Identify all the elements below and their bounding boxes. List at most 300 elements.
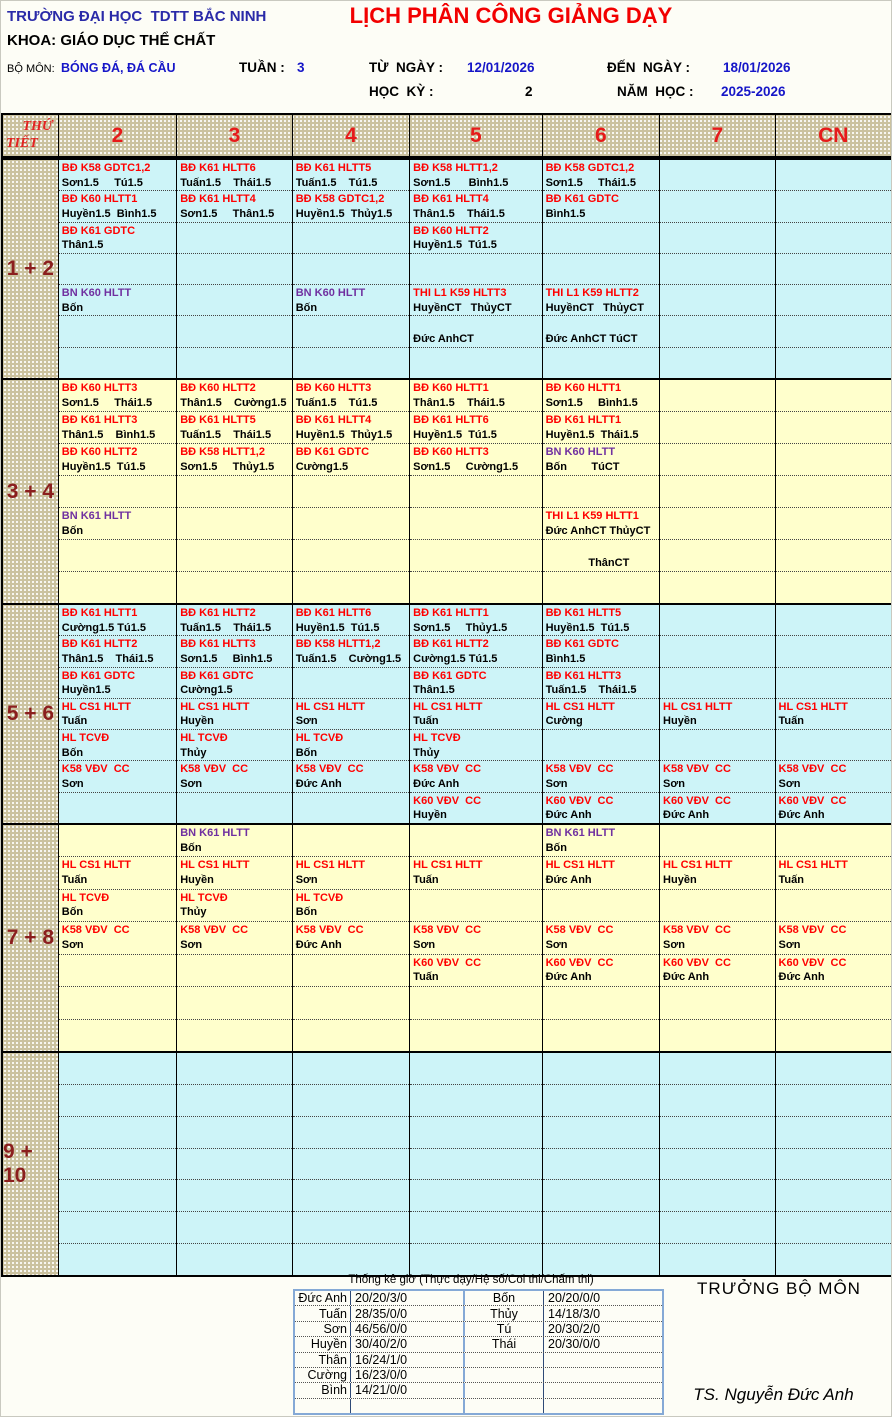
schedule-cell[interactable] xyxy=(776,572,891,603)
day-column-7 xyxy=(659,1053,774,1275)
schedule-cell[interactable] xyxy=(410,761,541,792)
schedule-cell[interactable] xyxy=(660,476,774,508)
schedule-cell[interactable] xyxy=(177,955,291,987)
teacher-names: Tuấn1.5 Thái1.5 xyxy=(180,428,272,441)
teacher-names: Tuấn xyxy=(778,715,804,728)
schedule-cell[interactable] xyxy=(543,223,659,254)
course-label: K58 VĐV CC xyxy=(413,763,482,776)
schedule-cell[interactable] xyxy=(410,316,541,347)
schedule-cell[interactable] xyxy=(410,1149,541,1181)
schedule-cell[interactable] xyxy=(776,761,891,792)
schedule-cell[interactable] xyxy=(293,636,409,667)
schedule-cell[interactable] xyxy=(59,730,176,761)
semester-label: HỌC KỲ : xyxy=(369,84,434,99)
schedule-cell[interactable] xyxy=(660,508,774,540)
schedule-cell[interactable] xyxy=(293,444,409,476)
schedule-cell[interactable] xyxy=(177,444,291,476)
schedule-cell[interactable] xyxy=(543,254,659,285)
schedule-cell[interactable] xyxy=(293,668,409,699)
schedule-cell[interactable] xyxy=(177,1020,291,1051)
schedule-cell[interactable] xyxy=(660,572,774,603)
schedule-cell[interactable] xyxy=(410,699,541,730)
schedule-cell[interactable] xyxy=(543,1244,659,1275)
schedule-cell[interactable] xyxy=(543,160,659,191)
schedule-cell[interactable] xyxy=(776,922,891,954)
schedule-cell[interactable] xyxy=(660,793,774,823)
course-label: HL CS1 HLTT xyxy=(545,859,615,872)
schedule-cell[interactable] xyxy=(543,572,659,603)
schedule-cell[interactable] xyxy=(660,254,774,285)
schedule-cell[interactable] xyxy=(59,1149,176,1181)
schedule-cell[interactable] xyxy=(293,1053,409,1085)
schedule-cell[interactable] xyxy=(59,254,176,285)
schedule-cell[interactable] xyxy=(59,955,176,987)
schedule-cell[interactable] xyxy=(59,1244,176,1275)
schedule-cell[interactable] xyxy=(293,1212,409,1244)
schedule-cell[interactable] xyxy=(293,508,409,540)
schedule-cell[interactable] xyxy=(410,1212,541,1244)
schedule-cell[interactable] xyxy=(59,223,176,254)
schedule-cell[interactable] xyxy=(177,223,291,254)
schedule-cell[interactable] xyxy=(293,761,409,792)
schedule-cell[interactable] xyxy=(543,699,659,730)
schedule-cell[interactable] xyxy=(660,987,774,1019)
schedule-cell[interactable] xyxy=(776,1212,891,1244)
schedule-cell[interactable] xyxy=(293,572,409,603)
schedule-cell[interactable] xyxy=(660,1020,774,1051)
schedule-cell[interactable] xyxy=(543,605,659,636)
schedule-cell[interactable] xyxy=(776,1244,891,1275)
course-label: K58 VĐV CC xyxy=(545,924,614,937)
schedule-cell[interactable] xyxy=(59,572,176,603)
schedule-cell[interactable] xyxy=(177,1244,291,1275)
schedule-cell[interactable] xyxy=(410,1244,541,1275)
teacher-names: Huyền1.5 Tú1.5 xyxy=(413,428,497,441)
schedule-cell[interactable] xyxy=(410,444,541,476)
schedule-cell[interactable] xyxy=(410,1020,541,1051)
schedule-cell[interactable] xyxy=(293,1244,409,1275)
schedule-cell[interactable] xyxy=(177,730,291,761)
schedule-cell[interactable] xyxy=(660,1212,774,1244)
schedule-cell[interactable] xyxy=(776,857,891,889)
schedule-cell[interactable] xyxy=(177,761,291,792)
teacher-names: Sơn1.5 Bình1.5 xyxy=(413,176,509,189)
course-label: HL CS1 HLTT xyxy=(413,700,483,713)
schedule-cell[interactable] xyxy=(776,412,891,444)
schedule-cell[interactable] xyxy=(543,1180,659,1212)
schedule-cell[interactable] xyxy=(660,1149,774,1181)
schedule-cell[interactable] xyxy=(293,476,409,508)
schedule-cell[interactable] xyxy=(660,223,774,254)
day-header-2[interactable]: 2 xyxy=(58,115,176,156)
schedule-cell[interactable] xyxy=(410,1180,541,1212)
schedule-cell[interactable] xyxy=(410,191,541,222)
schedule-cell[interactable] xyxy=(660,191,774,222)
day-header-cn[interactable]: CN xyxy=(775,115,891,156)
day-column-cn xyxy=(775,605,891,823)
schedule-cell[interactable] xyxy=(177,605,291,636)
schedule-cell[interactable] xyxy=(660,857,774,889)
schedule-cell[interactable] xyxy=(293,316,409,347)
schedule-cell[interactable] xyxy=(776,508,891,540)
schedule-cell[interactable] xyxy=(776,191,891,222)
schedule-cell[interactable] xyxy=(410,160,541,191)
course-label: BĐ K61 HLTT4 xyxy=(180,193,256,206)
schedule-cell[interactable] xyxy=(660,1085,774,1117)
school-year-value[interactable]: 2025-2026 xyxy=(721,84,786,99)
department-label: BỘ MÔN: xyxy=(7,63,55,75)
schedule-cell[interactable] xyxy=(177,316,291,347)
schedule-cell[interactable] xyxy=(776,1149,891,1181)
schedule-cell[interactable] xyxy=(293,540,409,572)
schedule-cell[interactable] xyxy=(177,987,291,1019)
schedule-cell[interactable] xyxy=(543,412,659,444)
stats-teacher-name xyxy=(465,1399,544,1413)
schedule-cell[interactable] xyxy=(410,254,541,285)
schedule-cell[interactable] xyxy=(177,890,291,922)
schedule-cell[interactable] xyxy=(293,1117,409,1149)
schedule-cell[interactable] xyxy=(543,955,659,987)
schedule-cell[interactable] xyxy=(177,572,291,603)
schedule-cell[interactable] xyxy=(177,793,291,823)
course-label: K60 VĐV CC xyxy=(545,794,614,807)
schedule-cell[interactable] xyxy=(660,825,774,857)
schedule-cell[interactable] xyxy=(543,890,659,922)
schedule-cell[interactable] xyxy=(59,412,176,444)
course-label: K60 VĐV CC xyxy=(663,956,731,969)
teacher-names: Đức Anh xyxy=(413,777,460,790)
schedule-cell[interactable] xyxy=(177,348,291,378)
schedule-cell[interactable] xyxy=(177,636,291,667)
schedule-cell[interactable] xyxy=(59,316,176,347)
schedule-cell[interactable] xyxy=(410,668,541,699)
schedule-cell[interactable] xyxy=(776,955,891,987)
schedule-cell[interactable] xyxy=(660,1244,774,1275)
schedule-cell[interactable] xyxy=(776,1180,891,1212)
course-label: BĐ K61 HLTT5 xyxy=(180,414,256,426)
schedule-cell[interactable] xyxy=(410,922,541,954)
schedule-cell[interactable] xyxy=(660,890,774,922)
schedule-cell[interactable] xyxy=(410,730,541,761)
schedule-cell[interactable] xyxy=(660,285,774,316)
schedule-cell[interactable] xyxy=(410,380,541,412)
schedule-cell[interactable] xyxy=(59,668,176,699)
schedule-cell[interactable] xyxy=(59,444,176,476)
schedule-cell[interactable] xyxy=(543,1020,659,1051)
schedule-cell[interactable] xyxy=(59,793,176,823)
schedule-cell[interactable] xyxy=(177,922,291,954)
schedule-cell[interactable] xyxy=(776,699,891,730)
schedule-cell[interactable] xyxy=(59,605,176,636)
schedule-cell[interactable] xyxy=(293,1180,409,1212)
schedule-cell[interactable] xyxy=(293,1085,409,1117)
schedule-cell[interactable] xyxy=(293,191,409,222)
schedule-cell[interactable] xyxy=(177,285,291,316)
schedule-cell[interactable] xyxy=(776,348,891,378)
schedule-cell[interactable] xyxy=(543,857,659,889)
schedule-cell[interactable] xyxy=(293,1149,409,1181)
schedule-cell[interactable] xyxy=(410,476,541,508)
day-header-6[interactable]: 6 xyxy=(542,115,659,156)
day-header-4[interactable]: 4 xyxy=(292,115,409,156)
schedule-cell[interactable] xyxy=(59,1085,176,1117)
schedule-cell[interactable] xyxy=(59,1053,176,1085)
teacher-names: Đức Anh xyxy=(545,971,592,984)
schedule-cell[interactable] xyxy=(543,348,659,378)
schedule-cell[interactable] xyxy=(293,380,409,412)
stats-teacher-name xyxy=(465,1383,544,1397)
teacher-names: Bình1.5 xyxy=(545,207,586,220)
schedule-cell[interactable] xyxy=(660,444,774,476)
schedule-cell[interactable] xyxy=(59,540,176,572)
day-column-2 xyxy=(58,380,176,603)
schedule-cell[interactable] xyxy=(177,508,291,540)
schedule-cell[interactable] xyxy=(177,412,291,444)
schedule-cell[interactable] xyxy=(660,1180,774,1212)
schedule-cell[interactable] xyxy=(293,730,409,761)
week-value[interactable]: 3 xyxy=(297,60,305,75)
schedule-cell[interactable] xyxy=(660,761,774,792)
schedule-cell[interactable] xyxy=(660,348,774,378)
schedule-cell[interactable] xyxy=(543,1149,659,1181)
course-label: K58 VĐV CC xyxy=(61,924,130,937)
schedule-cell[interactable] xyxy=(543,668,659,699)
schedule-cell[interactable] xyxy=(410,348,541,378)
schedule-cell[interactable] xyxy=(410,508,541,540)
schedule-cell[interactable] xyxy=(776,160,891,191)
schedule-cell[interactable] xyxy=(177,668,291,699)
stats-teacher-name: Huyền xyxy=(295,1337,351,1351)
schedule-cell[interactable] xyxy=(59,1180,176,1212)
schedule-cell[interactable] xyxy=(293,254,409,285)
to-date-value[interactable]: 18/01/2026 xyxy=(723,60,791,75)
schedule-cell[interactable] xyxy=(177,857,291,889)
day-column-7 xyxy=(659,380,774,603)
schedule-cell[interactable] xyxy=(660,316,774,347)
schedule-cell[interactable] xyxy=(543,987,659,1019)
schedule-cell[interactable] xyxy=(59,191,176,222)
schedule-cell[interactable] xyxy=(776,793,891,823)
schedule-cell[interactable] xyxy=(59,476,176,508)
schedule-cell[interactable] xyxy=(177,1180,291,1212)
schedule-cell[interactable] xyxy=(177,825,291,857)
course-label: HL CS1 HLTT xyxy=(295,700,365,713)
schedule-cell[interactable] xyxy=(59,1020,176,1051)
schedule-cell[interactable] xyxy=(59,987,176,1019)
schedule-cell[interactable] xyxy=(410,540,541,572)
schedule-cell[interactable] xyxy=(59,890,176,922)
schedule-cell[interactable] xyxy=(293,1020,409,1051)
schedule-cell[interactable] xyxy=(293,793,409,823)
schedule-cell[interactable] xyxy=(410,636,541,667)
schedule-cell[interactable] xyxy=(660,730,774,761)
schedule-cell[interactable] xyxy=(776,1053,891,1085)
schedule-cell[interactable] xyxy=(543,316,659,347)
schedule-cell[interactable] xyxy=(293,605,409,636)
schedule-cell[interactable] xyxy=(177,1149,291,1181)
schedule-cell[interactable] xyxy=(177,476,291,508)
schedule-cell[interactable] xyxy=(776,476,891,508)
schedule-cell[interactable] xyxy=(177,1117,291,1149)
schedule-cell[interactable] xyxy=(59,160,176,191)
schedule-cell[interactable] xyxy=(59,699,176,730)
stats-teacher-hours xyxy=(544,1368,662,1382)
schedule-cell[interactable] xyxy=(59,285,176,316)
schedule-cell[interactable] xyxy=(776,730,891,761)
schedule-cell[interactable] xyxy=(410,285,541,316)
schedule-cell[interactable] xyxy=(543,540,659,572)
schedule-cell[interactable] xyxy=(293,348,409,378)
teacher-names: Sơn xyxy=(778,777,801,790)
schedule-cell[interactable] xyxy=(410,1053,541,1085)
schedule-cell[interactable] xyxy=(410,412,541,444)
schedule-cell[interactable] xyxy=(293,223,409,254)
schedule-cell[interactable] xyxy=(543,380,659,412)
course-label: BĐ K61 HLTT4 xyxy=(295,414,372,426)
schedule-cell[interactable] xyxy=(59,1117,176,1149)
schedule-cell[interactable] xyxy=(776,223,891,254)
schedule-cell[interactable] xyxy=(543,636,659,667)
schedule-cell[interactable] xyxy=(177,1053,291,1085)
schedule-cell[interactable] xyxy=(59,348,176,378)
schedule-cell[interactable] xyxy=(776,825,891,857)
schedule-cell[interactable] xyxy=(543,922,659,954)
schedule-cell[interactable] xyxy=(660,160,774,191)
schedule-cell[interactable] xyxy=(660,955,774,987)
schedule-cell[interactable] xyxy=(410,857,541,889)
schedule-cell[interactable] xyxy=(410,605,541,636)
course-label: BĐ K60 HLTT2 xyxy=(180,382,256,394)
schedule-cell[interactable] xyxy=(543,761,659,792)
semester-value[interactable]: 2 xyxy=(525,84,533,99)
day-column-5 xyxy=(409,605,541,823)
schedule-cell[interactable] xyxy=(293,987,409,1019)
day-header-7[interactable]: 7 xyxy=(659,115,774,156)
schedule-cell[interactable] xyxy=(59,922,176,954)
schedule-cell[interactable] xyxy=(177,254,291,285)
schedule-cell[interactable] xyxy=(543,285,659,316)
teacher-names: Bốn xyxy=(61,746,84,759)
schedule-cell[interactable] xyxy=(776,890,891,922)
schedule-cell[interactable] xyxy=(59,825,176,857)
schedule-cell[interactable] xyxy=(293,285,409,316)
schedule-cell[interactable] xyxy=(410,825,541,857)
course-label: BN K61 HLTT xyxy=(61,510,132,522)
course-label: BĐ K60 HLTT3 xyxy=(413,446,489,458)
schedule-cell[interactable] xyxy=(410,1117,541,1149)
teacher-names: Bốn xyxy=(61,524,84,537)
schedule-cell[interactable] xyxy=(177,191,291,222)
schedule-cell[interactable] xyxy=(177,699,291,730)
schedule-cell[interactable] xyxy=(177,540,291,572)
course-label: BĐ K61 GDTC xyxy=(180,669,254,682)
schedule-cell[interactable] xyxy=(59,508,176,540)
schedule-cell[interactable] xyxy=(293,955,409,987)
schedule-cell[interactable] xyxy=(660,699,774,730)
schedule-cell[interactable] xyxy=(410,890,541,922)
schedule-cell[interactable] xyxy=(410,987,541,1019)
schedule-cell[interactable] xyxy=(410,955,541,987)
schedule-cell[interactable] xyxy=(776,668,891,699)
day-header-5[interactable]: 5 xyxy=(409,115,541,156)
schedule-cell[interactable] xyxy=(59,857,176,889)
schedule-cell[interactable] xyxy=(59,1212,176,1244)
schedule-cell[interactable] xyxy=(776,987,891,1019)
schedule-cell[interactable] xyxy=(177,160,291,191)
schedule-cell[interactable] xyxy=(59,636,176,667)
schedule-cell[interactable] xyxy=(660,412,774,444)
schedule-cell[interactable] xyxy=(660,605,774,636)
schedule-cell[interactable] xyxy=(543,793,659,823)
schedule-cell[interactable] xyxy=(543,825,659,857)
schedule-cell[interactable] xyxy=(543,508,659,540)
schedule-cell[interactable] xyxy=(293,890,409,922)
schedule-cell[interactable] xyxy=(776,1020,891,1051)
schedule-cell[interactable] xyxy=(776,380,891,412)
schedule-cell[interactable] xyxy=(293,412,409,444)
day-column-7 xyxy=(659,605,774,823)
schedule-cell[interactable] xyxy=(776,636,891,667)
schedule-cell[interactable] xyxy=(776,254,891,285)
course-label: HL TCVĐ xyxy=(180,732,228,745)
schedule-cell[interactable] xyxy=(293,922,409,954)
schedule-cell[interactable] xyxy=(543,1053,659,1085)
schedule-cell[interactable] xyxy=(776,444,891,476)
schedule-cell[interactable] xyxy=(776,285,891,316)
day-column-7 xyxy=(659,825,774,1051)
schedule-cell[interactable] xyxy=(660,636,774,667)
day-header-3[interactable]: 3 xyxy=(176,115,291,156)
schedule-cell[interactable] xyxy=(177,380,291,412)
schedule-cell[interactable] xyxy=(776,605,891,636)
schedule-cell[interactable] xyxy=(660,540,774,572)
schedule-cell[interactable] xyxy=(177,1085,291,1117)
stats-row xyxy=(295,1337,662,1352)
schedule-cell[interactable] xyxy=(177,1212,291,1244)
teacher-names: Sơn1.5 Bình1.5 xyxy=(545,396,638,409)
schedule-cell[interactable] xyxy=(660,380,774,412)
schedule-cell[interactable] xyxy=(660,1053,774,1085)
schedule-cell[interactable] xyxy=(543,191,659,222)
schedule-cell[interactable] xyxy=(660,922,774,954)
schedule-cell[interactable] xyxy=(293,825,409,857)
schedule-cell[interactable] xyxy=(543,1117,659,1149)
schedule-cell[interactable] xyxy=(293,699,409,730)
day-column-5 xyxy=(409,1053,541,1275)
schedule-cell[interactable] xyxy=(543,730,659,761)
schedule-cell[interactable] xyxy=(660,1117,774,1149)
schedule-cell[interactable] xyxy=(776,316,891,347)
schedule-cell[interactable] xyxy=(293,160,409,191)
schedule-cell[interactable] xyxy=(543,444,659,476)
schedule-cell[interactable] xyxy=(410,223,541,254)
schedule-cell[interactable] xyxy=(410,793,541,823)
schedule-cell[interactable] xyxy=(410,572,541,603)
schedule-cell[interactable] xyxy=(410,1085,541,1117)
from-date-value[interactable]: 12/01/2026 xyxy=(467,60,535,75)
schedule-cell[interactable] xyxy=(59,761,176,792)
schedule-cell[interactable] xyxy=(543,1212,659,1244)
schedule-cell[interactable] xyxy=(543,1085,659,1117)
schedule-cell[interactable] xyxy=(543,476,659,508)
course-label: BĐ K61 HLTT2 xyxy=(61,638,138,651)
schedule-cell[interactable] xyxy=(776,1085,891,1117)
schedule-cell[interactable] xyxy=(776,540,891,572)
schedule-cell[interactable] xyxy=(293,857,409,889)
schedule-cell[interactable] xyxy=(660,668,774,699)
schedule-cell[interactable] xyxy=(776,1117,891,1149)
schedule-cell[interactable] xyxy=(59,380,176,412)
